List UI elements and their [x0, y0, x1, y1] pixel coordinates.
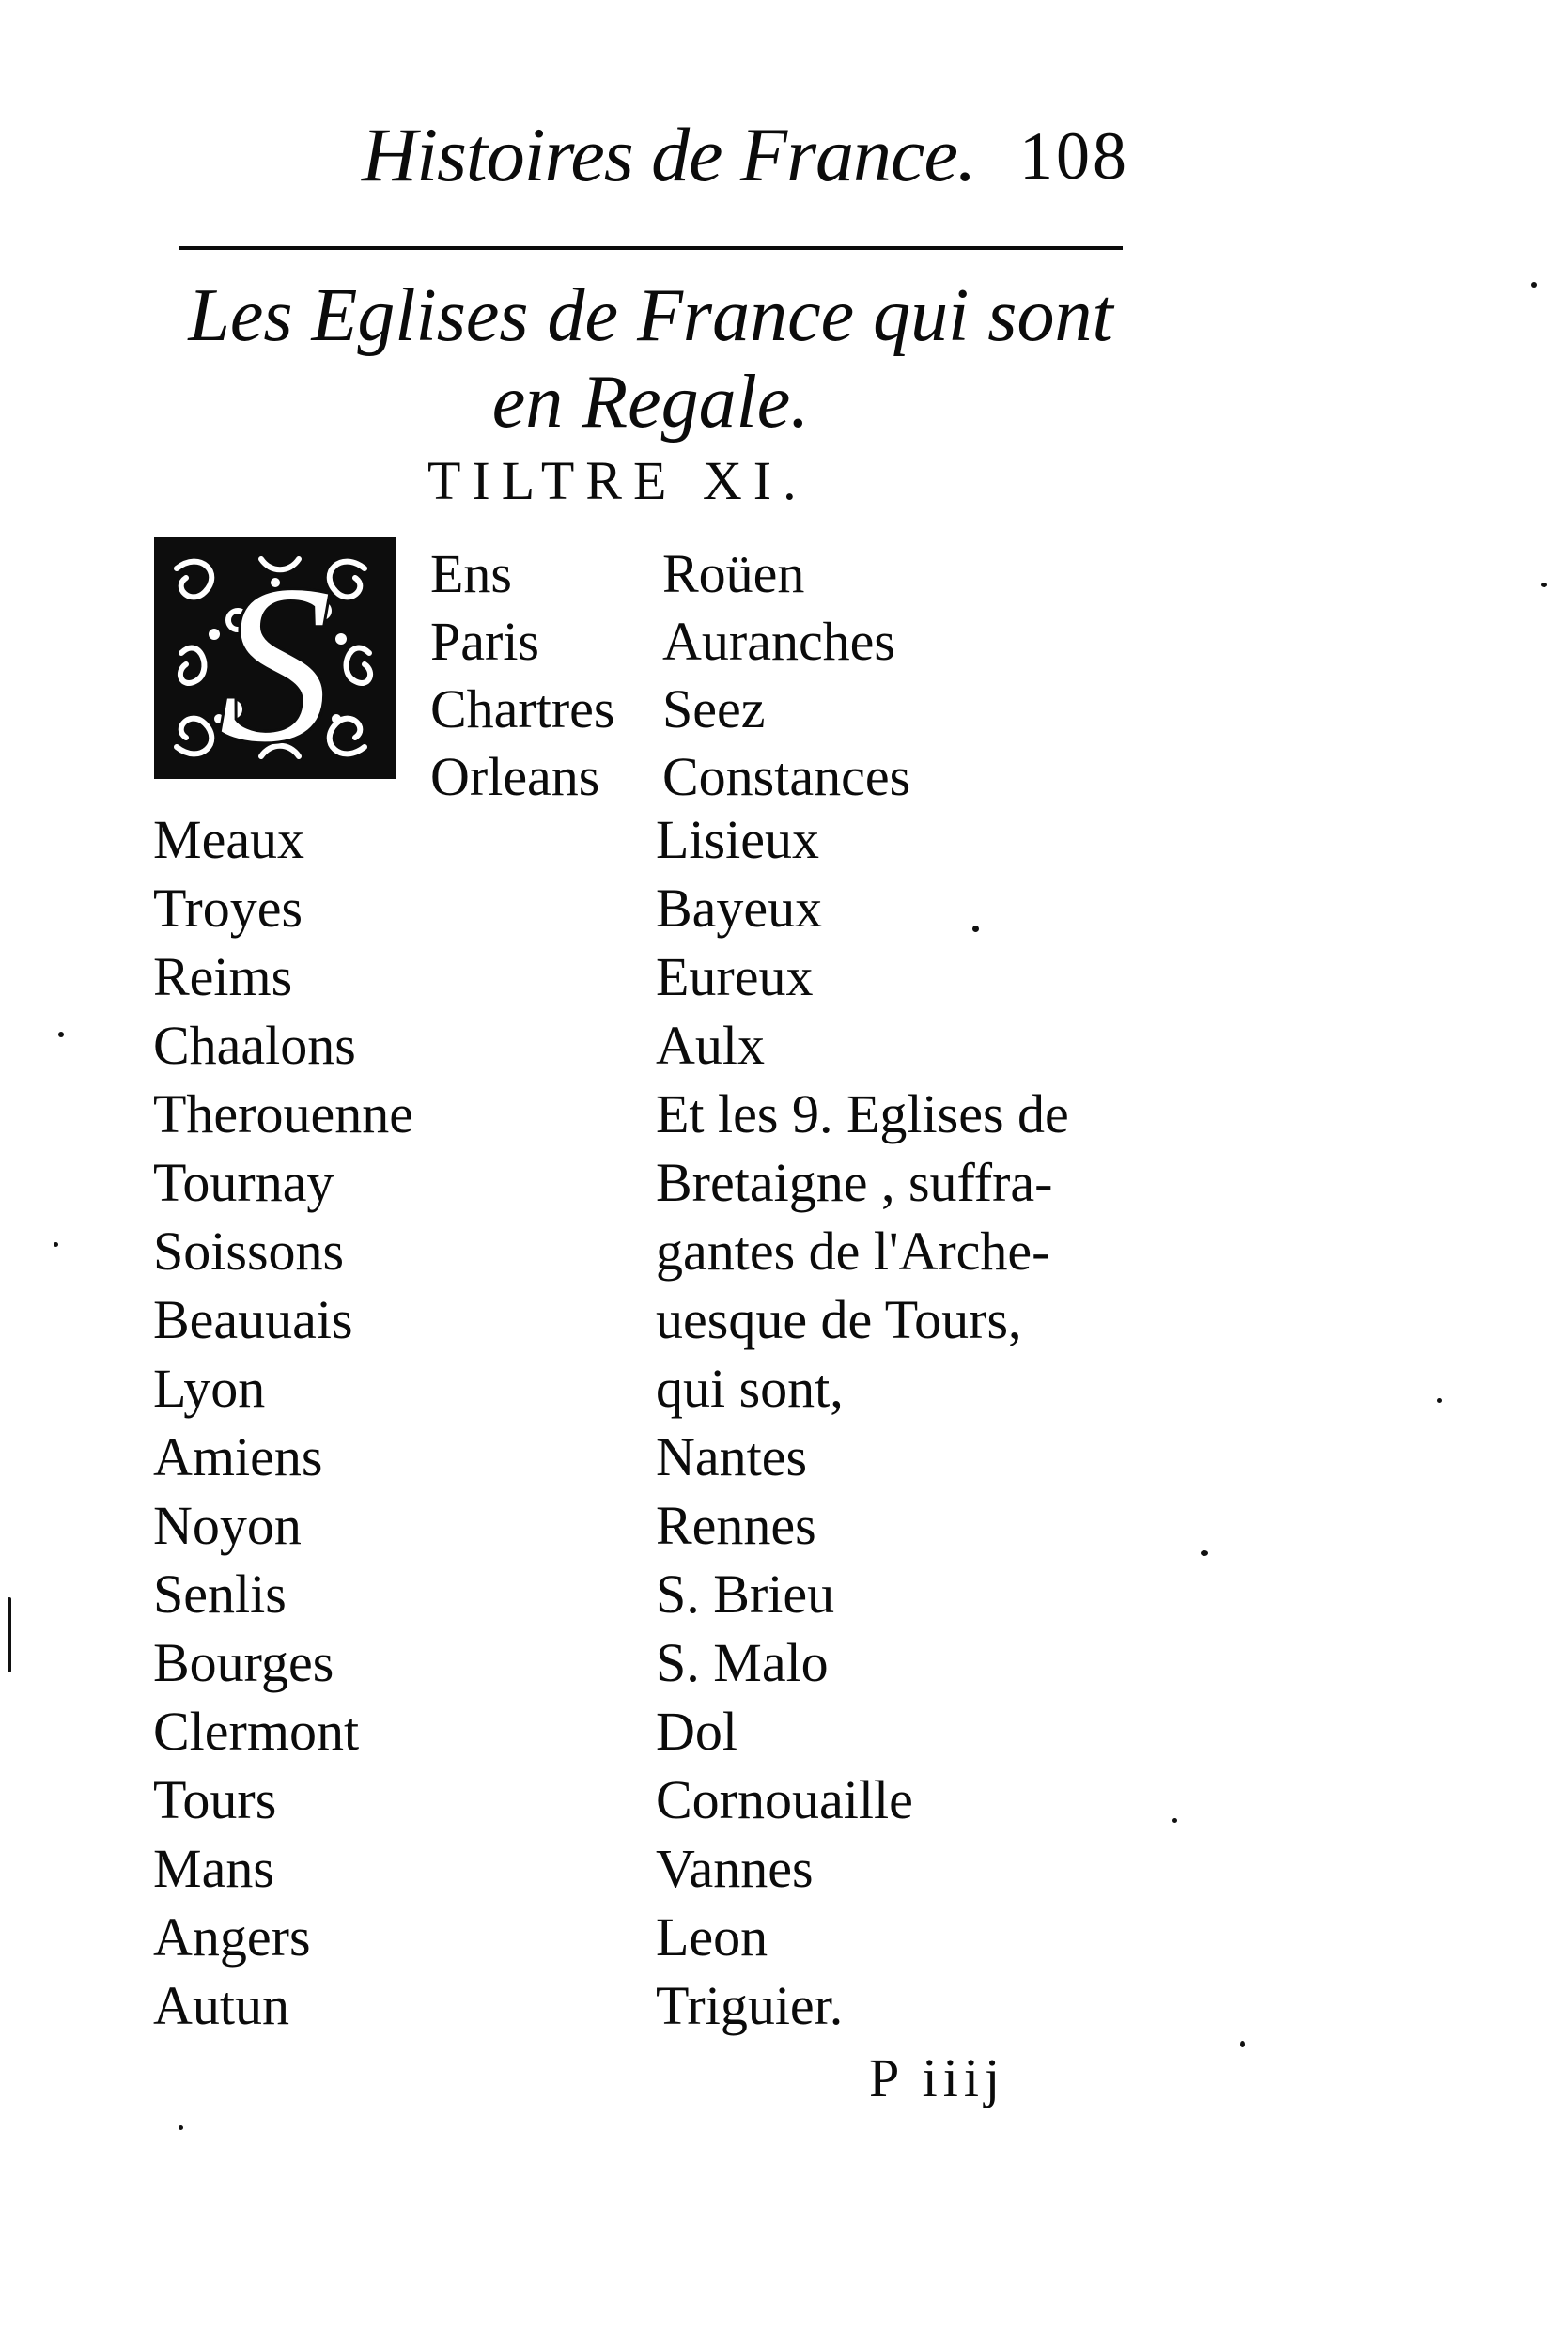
list-item: Aulx [656, 1015, 765, 1076]
list-item: Beauuais [153, 1289, 353, 1350]
list-item: Triguier. [656, 1975, 844, 2036]
list-item: gantes de l'Arche- [656, 1221, 1050, 1282]
list-item: Angers [153, 1906, 311, 1968]
chapter-title-line-1: Les Eglises de France qui sont [188, 274, 1113, 357]
list-item: Vannes [656, 1838, 814, 1899]
print-speck [1172, 1818, 1177, 1823]
print-speck [972, 926, 979, 932]
signature-mark: P iiij [869, 2047, 1006, 2108]
chapter-title [179, 272, 1123, 445]
print-speck [54, 1242, 58, 1247]
list-item: Therouenne [153, 1083, 413, 1144]
print-speck [179, 2125, 183, 2130]
list-item: Senlis [153, 1563, 287, 1625]
list-item: Ens [430, 543, 512, 604]
list-item: uesque de Tours, [656, 1289, 1022, 1350]
list-item: Roüen [662, 543, 805, 604]
list-item: Nantes [656, 1426, 808, 1487]
list-item: Amiens [153, 1426, 323, 1487]
list-item: Dol [656, 1701, 737, 1762]
list-item: Bretaigne , suffra- [656, 1152, 1053, 1213]
list-item: Autun [153, 1975, 289, 2036]
list-item: Troyes [153, 878, 303, 939]
list-item: Mans [153, 1838, 274, 1899]
ornamental-dropcap-s-icon [148, 531, 402, 785]
list-item: S. Brieu [656, 1563, 835, 1625]
list-item: Soissons [153, 1221, 345, 1282]
list-item: Eureux [656, 946, 814, 1007]
list-item: Chartres [430, 678, 615, 739]
chapter-title-line-2: en Regale. [491, 361, 810, 443]
list-item: Auranches [662, 611, 896, 672]
list-item: Rennes [656, 1495, 816, 1556]
list-item: Paris [430, 611, 539, 672]
list-item: S. Malo [656, 1632, 829, 1693]
print-speck [1531, 282, 1537, 288]
print-speck [1201, 1550, 1208, 1556]
list-item: Lisieux [656, 809, 819, 870]
list-item: Reims [153, 946, 293, 1007]
list-item: Bourges [153, 1632, 334, 1693]
list-item: Et les 9. Eglises de [656, 1083, 1069, 1144]
list-item: Bayeux [656, 878, 823, 939]
list-item: Lyon [153, 1358, 266, 1419]
running-title: Histoires de France. [362, 112, 976, 197]
list-item: qui sont, [656, 1358, 844, 1419]
print-speck [58, 1032, 64, 1037]
list-item: Cornouaille [656, 1769, 913, 1830]
print-speck [8, 1597, 11, 1672]
list-item: Meaux [153, 809, 305, 870]
print-speck [1541, 583, 1547, 587]
list-item: Constances [662, 746, 911, 807]
list-item: Chaalons [153, 1015, 356, 1076]
list-item: Clermont [153, 1701, 360, 1762]
list-item: Noyon [153, 1495, 302, 1556]
print-speck [1437, 1398, 1442, 1403]
list-item: Leon [656, 1906, 768, 1968]
list-item: Seez [662, 678, 766, 739]
page-number: 108 [1019, 118, 1129, 194]
list-item: Tours [153, 1769, 277, 1830]
print-speck [1240, 2041, 1245, 2047]
header-rule [179, 246, 1123, 250]
list-item: Tournay [153, 1152, 334, 1213]
section-heading: TILTRE XI. [427, 450, 808, 511]
list-item: Orleans [430, 746, 600, 807]
svg-text:S: S [219, 538, 332, 785]
